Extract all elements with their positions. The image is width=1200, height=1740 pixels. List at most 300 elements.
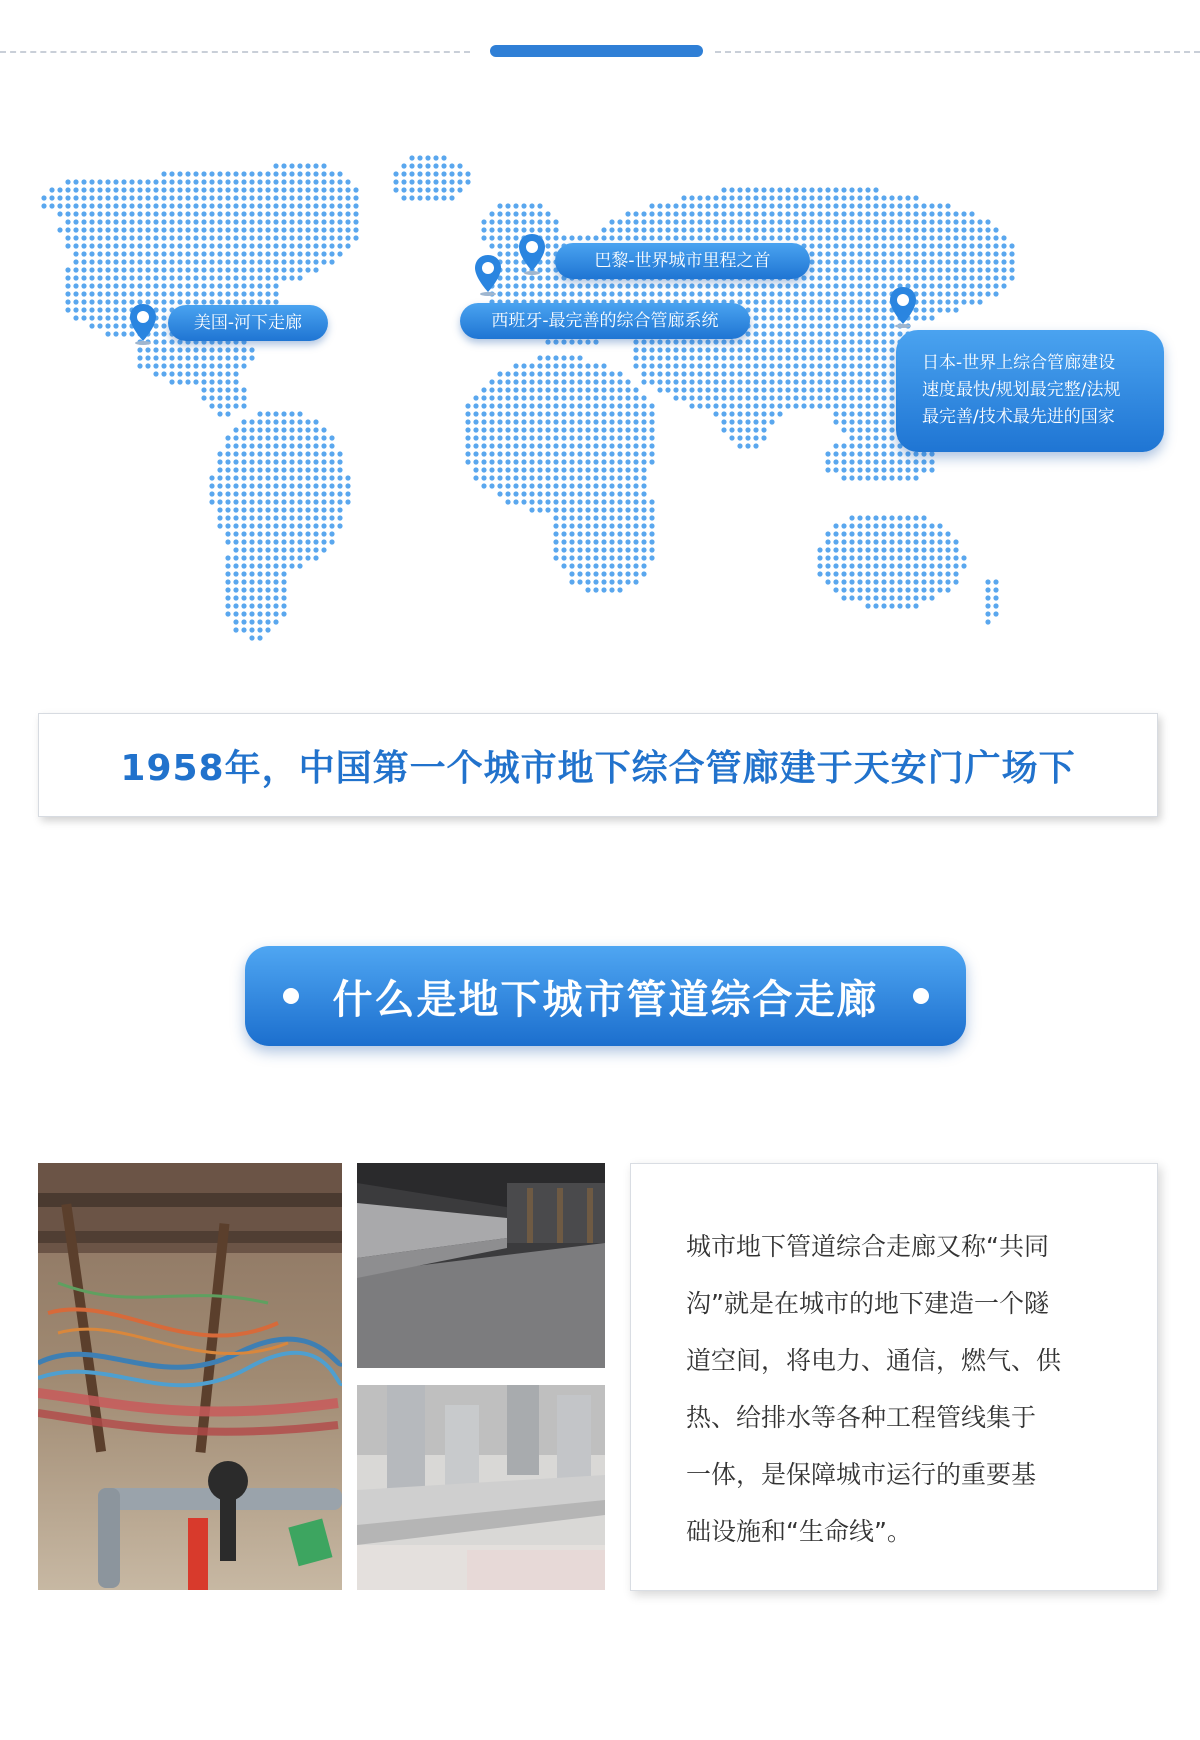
map-dot [241,283,246,288]
map-dot [289,419,294,424]
location-pin-icon[interactable] [128,303,158,345]
map-dot [625,459,630,464]
map-dot [865,331,870,336]
map-dot [785,227,790,232]
map-dot [849,219,854,224]
map-dot [169,291,174,296]
map-dot [601,475,606,480]
map-dot [897,451,902,456]
map-dot [521,363,526,368]
map-dot [441,171,446,176]
map-dot [833,371,838,376]
map-dot [49,187,54,192]
map-dot [601,499,606,504]
map-dot [873,227,878,232]
map-dot [833,419,838,424]
map-dot [585,459,590,464]
map-dot [529,459,534,464]
map-dot [585,547,590,552]
map-dot [881,307,886,312]
map-dot [537,483,542,488]
map-dot [841,387,846,392]
map-dot [881,435,886,440]
map-dot [905,243,910,248]
map-dot [961,235,966,240]
map-dot [161,315,166,320]
map-dot [113,219,118,224]
map-dot [769,307,774,312]
map-dot [593,459,598,464]
map-dot [913,571,918,576]
map-dot [513,395,518,400]
map-dot [97,179,102,184]
map-dot [417,171,422,176]
map-dot [153,227,158,232]
map-dot [609,579,614,584]
map-dot [137,235,142,240]
map-dot [297,483,302,488]
map-dot [553,555,558,560]
map-dot [801,363,806,368]
map-dot [529,475,534,480]
map-dot [113,323,118,328]
map-dot [225,251,230,256]
map-dot [201,227,206,232]
map-dot [849,475,854,480]
map-dot [825,403,830,408]
map-label-japan-line-3: 最完善/技术最先进的国家 [922,407,1115,427]
map-dot [705,291,710,296]
map-dot [849,579,854,584]
map-dot [873,339,878,344]
map-dot [273,275,278,280]
map-dot [305,539,310,544]
map-dot [441,179,446,184]
map-dot [937,307,942,312]
map-dot [473,419,478,424]
map-dot [537,459,542,464]
map-dot [281,587,286,592]
map-dot [289,451,294,456]
map-dot [857,235,862,240]
map-dot [113,251,118,256]
map-dot [313,483,318,488]
map-dot [633,555,638,560]
map-dot [697,379,702,384]
map-dot [329,187,334,192]
map-dot [313,251,318,256]
map-dot [537,451,542,456]
map-dot [313,163,318,168]
map-dot [593,451,598,456]
map-dot [833,331,838,336]
map-dot [241,171,246,176]
map-dot [793,203,798,208]
map-dot [873,243,878,248]
map-dot [321,491,326,496]
map-dot [737,283,742,288]
map-dot [833,451,838,456]
map-dot [513,475,518,480]
map-dot [649,403,654,408]
map-dot [649,379,654,384]
map-dot [641,491,646,496]
map-dot [593,555,598,560]
map-dot [289,427,294,432]
map-dot [281,475,286,480]
map-dot [889,539,894,544]
map-dot [881,211,886,216]
map-dot [961,291,966,296]
map-dot [297,427,302,432]
map-dot [169,379,174,384]
map-dot [817,387,822,392]
map-dot [393,187,398,192]
map-dot [921,315,926,320]
map-dot [241,387,246,392]
map-dot [953,211,958,216]
map-dot [649,515,654,520]
map-dot [233,211,238,216]
map-dot [769,419,774,424]
map-dot [825,251,830,256]
map-dot [913,275,918,280]
map-dot [201,203,206,208]
map-dot [745,299,750,304]
map-dot [313,419,318,424]
map-dot [161,243,166,248]
map-dot [241,523,246,528]
map-dot [873,323,878,328]
map-dot [609,435,614,440]
map-dot [225,291,230,296]
map-dot [753,331,758,336]
map-dot [889,339,894,344]
map-dot [241,619,246,624]
map-dot [289,499,294,504]
map-dot [337,211,342,216]
map-dot [249,283,254,288]
map-dot [185,291,190,296]
map-dot [841,339,846,344]
map-dot [257,635,262,640]
map-dot [433,195,438,200]
map-dot [249,515,254,520]
map-dot [697,371,702,376]
map-dot [505,387,510,392]
map-dot [841,379,846,384]
map-dot [849,435,854,440]
map-dot [417,179,422,184]
map-dot [953,579,958,584]
location-pin-icon[interactable] [888,286,918,328]
map-dot [737,411,742,416]
map-dot [785,323,790,328]
map-dot [505,211,510,216]
map-dot [569,539,574,544]
map-dot [129,243,134,248]
map-dot [825,579,830,584]
map-dot [745,435,750,440]
map-dot [577,459,582,464]
map-dot [121,331,126,336]
map-dot [489,451,494,456]
map-dot [777,203,782,208]
map-dot [161,227,166,232]
map-dot [793,395,798,400]
map-dot [889,571,894,576]
map-dot [209,219,214,224]
map-dot [273,555,278,560]
map-dot [569,379,574,384]
map-dot [625,539,630,544]
map-dot [713,227,718,232]
map-dot [761,187,766,192]
map-dot [321,227,326,232]
map-dot [185,371,190,376]
map-dot [993,227,998,232]
map-dot [265,555,270,560]
fact-banner-text: 1958年，中国第一个城市地下综合管廊建于天安门广场下 [120,747,1076,789]
map-dot [857,291,862,296]
map-dot [905,587,910,592]
map-dot [841,227,846,232]
map-dot [873,587,878,592]
map-dot [897,603,902,608]
map-dot [681,219,686,224]
map-dot [537,395,542,400]
map-dot [289,211,294,216]
map-dot [849,315,854,320]
description-line-6: 础设施和“生命线”。 [686,1517,912,1546]
map-dot [249,267,254,272]
map-dot [825,347,830,352]
map-dot [337,203,342,208]
map-dot [593,507,598,512]
map-dot [569,395,574,400]
map-dot [929,283,934,288]
map-dot [769,227,774,232]
map-dot [201,275,206,280]
map-dot [937,267,942,272]
map-dot [409,171,414,176]
map-dot [977,251,982,256]
map-dot [921,555,926,560]
map-dot [105,235,110,240]
map-dot [65,283,70,288]
map-dot [801,227,806,232]
map-dot [633,443,638,448]
location-pin-icon[interactable] [473,254,503,296]
map-dot [1001,235,1006,240]
map-dot [585,499,590,504]
map-dot [945,267,950,272]
map-dot [217,203,222,208]
map-dot [849,331,854,336]
map-dot [657,355,662,360]
map-dot [801,355,806,360]
map-dot [857,435,862,440]
map-dot [881,443,886,448]
map-dot [737,443,742,448]
map-dot [817,571,822,576]
map-dot [801,187,806,192]
map-dot [265,291,270,296]
map-dot [609,371,614,376]
map-dot [905,203,910,208]
map-dot [873,563,878,568]
map-dot [665,379,670,384]
map-dot [961,219,966,224]
map-dot [265,275,270,280]
map-dot [313,491,318,496]
map-dot [633,363,638,368]
map-dot [337,507,342,512]
map-dot [761,195,766,200]
map-dot [505,451,510,456]
map-dot [633,531,638,536]
map-dot [513,427,518,432]
map-dot [305,427,310,432]
map-dot [65,307,70,312]
map-dot [993,283,998,288]
map-dot [489,243,494,248]
map-dot [185,363,190,368]
map-dot [785,299,790,304]
map-dot [825,187,830,192]
map-dot [825,371,830,376]
map-dot [201,379,206,384]
map-dot [233,195,238,200]
map-dot [601,427,606,432]
map-dot [337,171,342,176]
map-dot [233,179,238,184]
map-dot [873,419,878,424]
map-dot [321,195,326,200]
map-dot [769,291,774,296]
map-dot [857,227,862,232]
map-dot [121,315,126,320]
map-dot [585,283,590,288]
map-dot [577,531,582,536]
map-dot [849,523,854,528]
map-dot [201,195,206,200]
map-dot [913,475,918,480]
map-dot [545,427,550,432]
map-dot [529,451,534,456]
map-dot [465,179,470,184]
map-dot [617,523,622,528]
map-dot [897,475,902,480]
map-dot [265,219,270,224]
map-dot [305,267,310,272]
map-dot [857,315,862,320]
map-dot [337,523,342,528]
map-dot [729,411,734,416]
map-dot [577,339,582,344]
map-dot [473,411,478,416]
map-dot [601,379,606,384]
map-dot [169,363,174,368]
map-dot [1001,259,1006,264]
map-dot [281,203,286,208]
map-dot [729,283,734,288]
map-dot [505,459,510,464]
map-dot [329,459,334,464]
map-dot [865,515,870,520]
map-dot [225,275,230,280]
map-dot [217,211,222,216]
map-dot [809,267,814,272]
map-dot [833,187,838,192]
map-dot [833,299,838,304]
map-dot [929,203,934,208]
map-dot [225,459,230,464]
map-dot [809,403,814,408]
map-dot [673,395,678,400]
location-pin-icon[interactable] [517,233,547,275]
map-dot [585,579,590,584]
map-dot [689,291,694,296]
map-dot [225,491,230,496]
map-dot [585,475,590,480]
map-dot [617,403,622,408]
map-dot [129,195,134,200]
map-dot [241,611,246,616]
map-dot [761,363,766,368]
map-dot [305,531,310,536]
map-dot [865,523,870,528]
map-dot [233,507,238,512]
map-dot [297,491,302,496]
map-dot [313,467,318,472]
map-dot [505,203,510,208]
map-dot [833,243,838,248]
map-dot [225,371,230,376]
map-dot [833,395,838,400]
map-dot [561,507,566,512]
map-dot [841,523,846,528]
map-dot [129,283,134,288]
map-dot [137,355,142,360]
map-dot [865,291,870,296]
map-dot [785,187,790,192]
map-dot [81,267,86,272]
map-dot [537,443,542,448]
map-dot [849,427,854,432]
map-dot [785,235,790,240]
map-dot [225,483,230,488]
map-dot [497,451,502,456]
map-dot [905,547,910,552]
map-dot [297,459,302,464]
map-dot [273,475,278,480]
map-dot [545,379,550,384]
map-dot [329,499,334,504]
map-dot [825,299,830,304]
map-dot [865,547,870,552]
map-dot [145,235,150,240]
map-dot [689,219,694,224]
map-dot [281,571,286,576]
map-dot [137,267,142,272]
map-dot [449,195,454,200]
top-accent-bar [490,45,703,57]
map-dot [513,435,518,440]
map-dot [721,211,726,216]
map-dot [793,291,798,296]
map-dot [913,251,918,256]
